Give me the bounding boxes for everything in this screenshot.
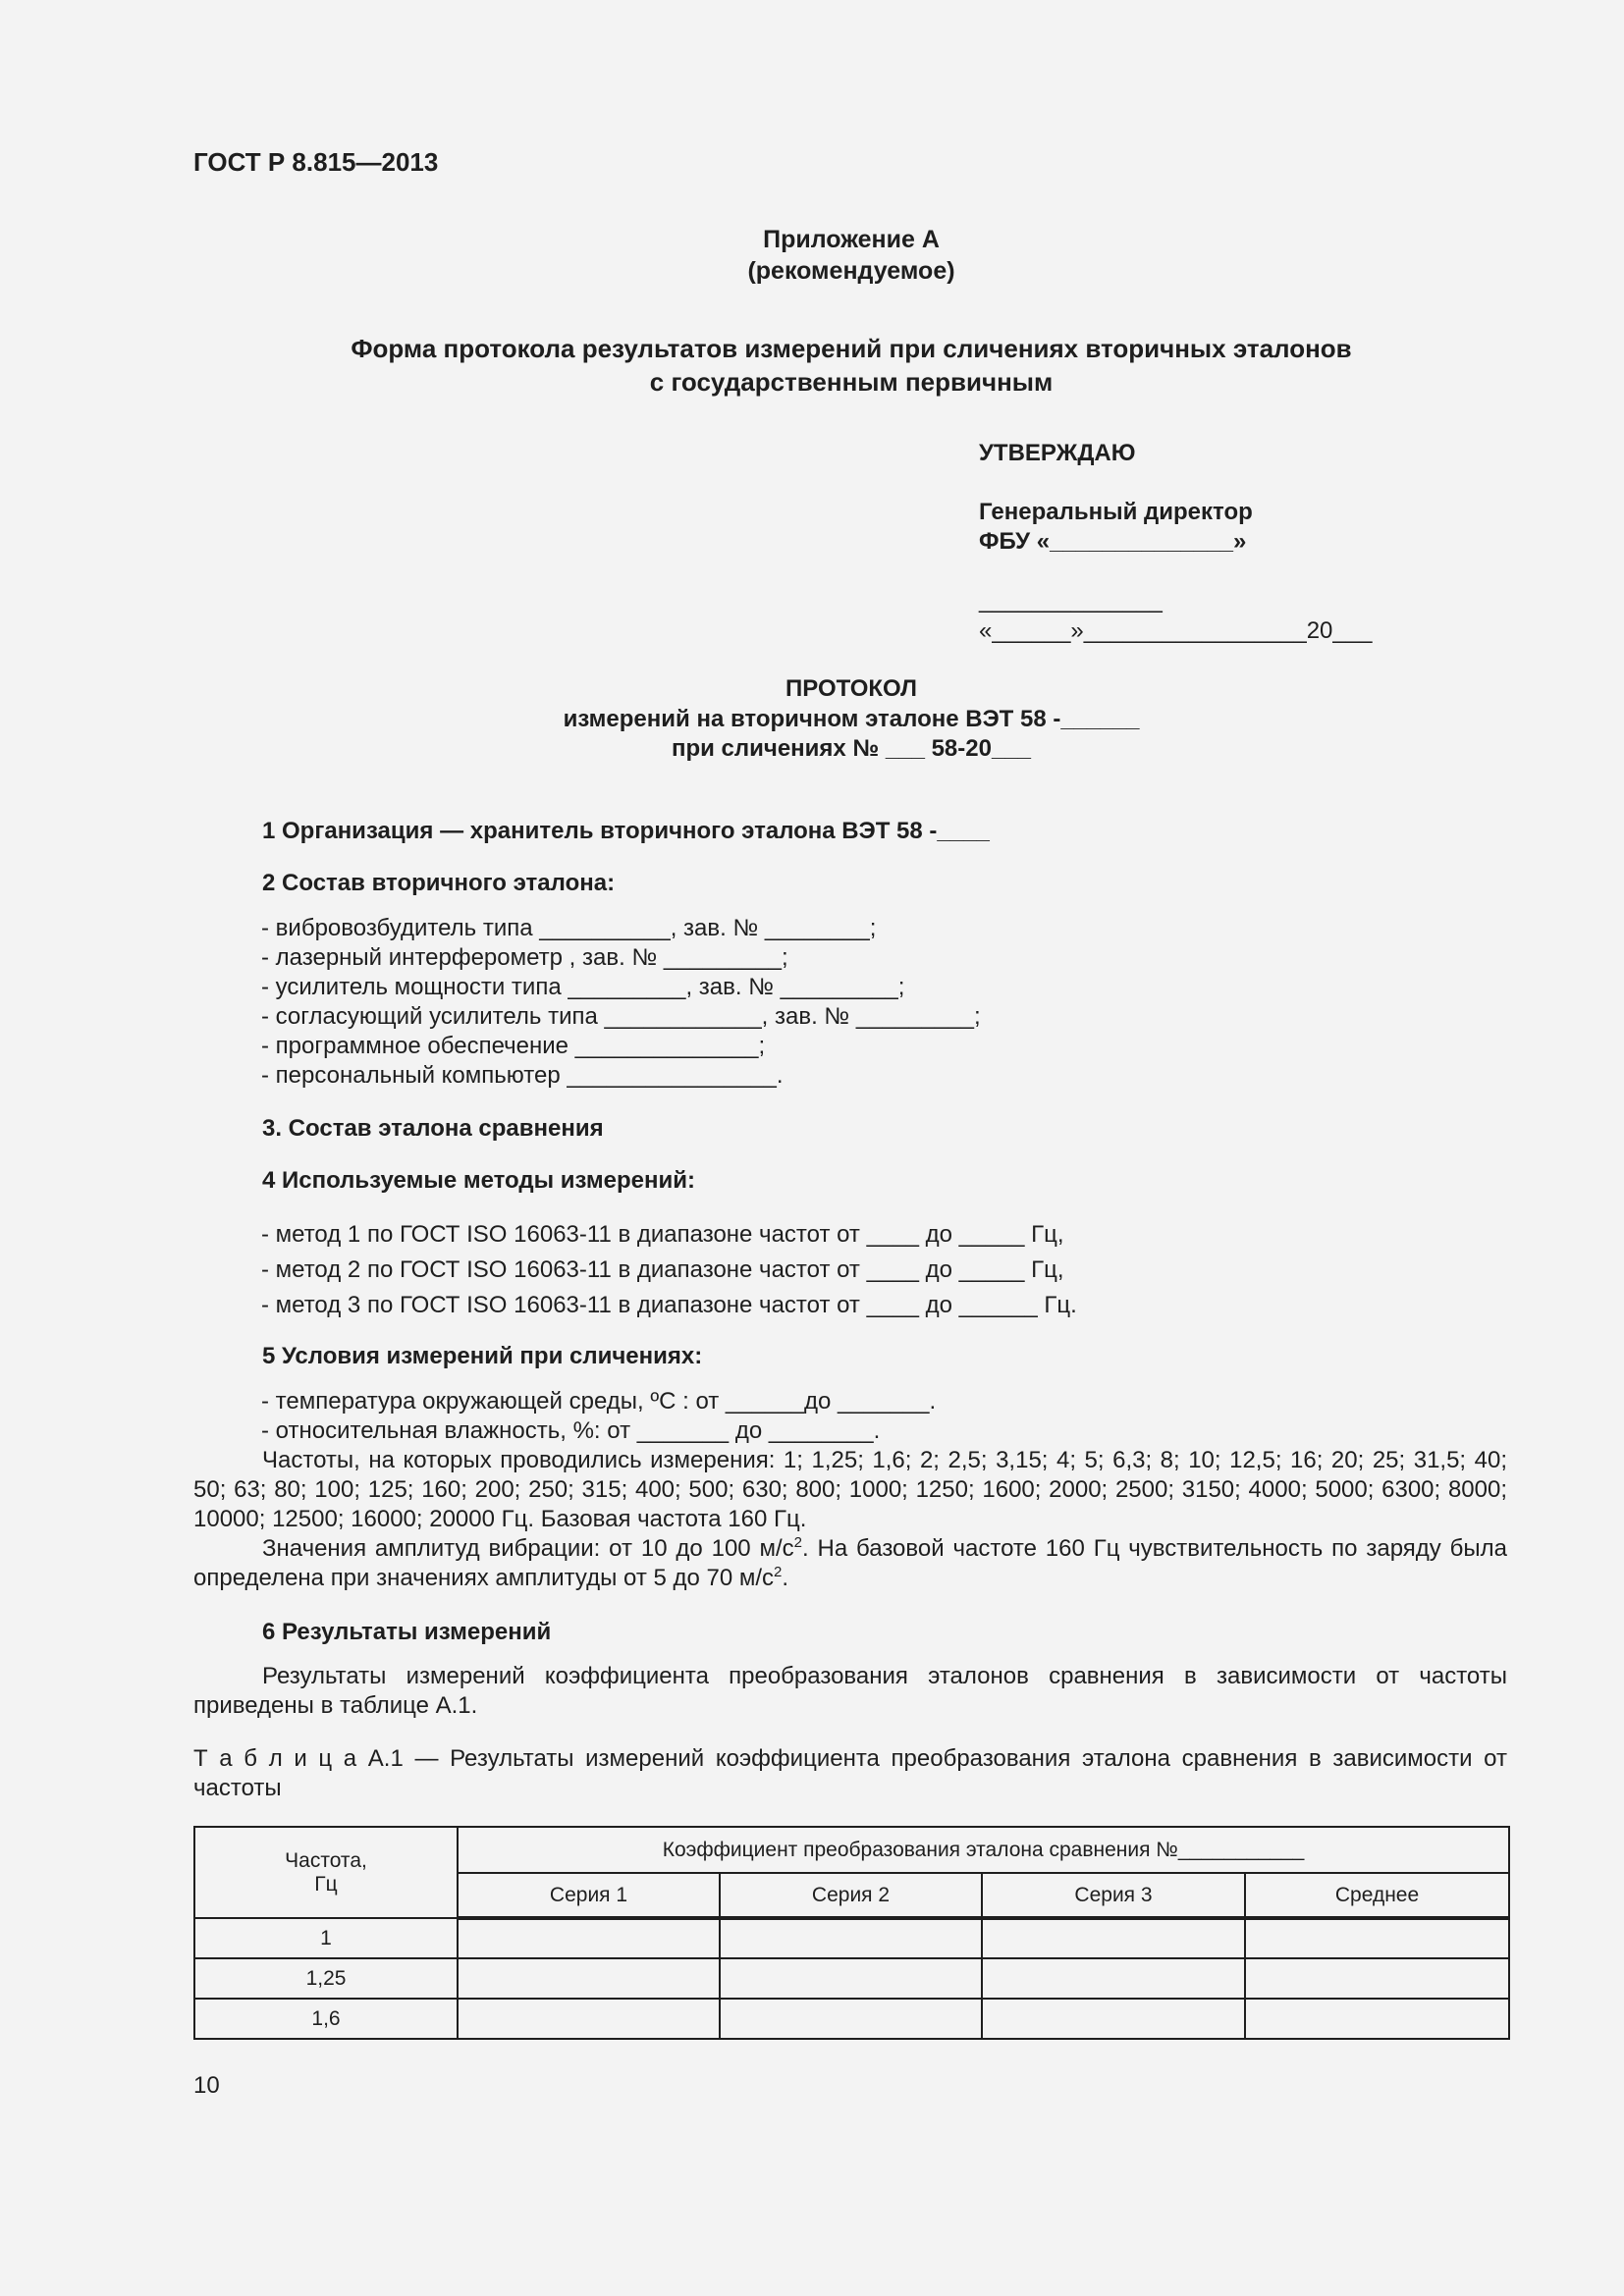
- list-item: - вибровозбудитель типа __________, зав. № ________;: [261, 915, 877, 941]
- table-row: [194, 1958, 1509, 1999]
- table-caption: [193, 1744, 1507, 1803]
- list-item: - согласующий усилитель типа ____________, зав. № _________;: [261, 1003, 981, 1030]
- section-6-heading: 6 Результаты измерений: [262, 1619, 552, 1645]
- table-caption-text: — Результаты измерений коэффициента преобразования эталона сравнения в зависимости от частоты: [193, 1745, 1507, 1801]
- amplitude-text-a: Значения амплитуд вибрации: от 10 до 100 м/с: [262, 1535, 794, 1562]
- freq-header-line2: Гц: [314, 1872, 338, 1896]
- value-cell: [982, 1918, 1245, 1958]
- value-cell: [1245, 1999, 1509, 2039]
- value-cell: [1245, 1958, 1509, 1999]
- form-title-line2: с государственным первичным: [649, 367, 1054, 397]
- table-caption-label: Т а б л и ц а А.1: [193, 1745, 404, 1772]
- value-cell: [458, 1999, 720, 2039]
- signature-line: ______________: [979, 587, 1163, 614]
- page-number: 10: [193, 2072, 220, 2099]
- series-header: Серия 3: [982, 1873, 1245, 1918]
- section-4-heading: 4 Используемые методы измерений:: [262, 1167, 695, 1194]
- list-item: - температура окружающей среды, ºС : от ______до _______.: [261, 1388, 937, 1415]
- table-row: [194, 1999, 1509, 2039]
- list-item: - усилитель мощности типа _________, зав. № _________;: [261, 974, 905, 1000]
- superscript: 2: [793, 1534, 802, 1551]
- value-cell: [720, 1918, 982, 1958]
- section-1-heading: 1 Организация — хранитель вторичного эталона ВЭТ 58 -____: [262, 818, 990, 844]
- freq-header-line1: Частота,: [285, 1848, 367, 1872]
- frequencies-paragraph: Частоты, на которых проводились измерения: 1; 1,25; 1,6; 2; 2,5; 3,15; 4; 5; 6,3; 8; 10; 12,5; 16; 20; 25; 31,5; 40; 50; 63; 80; 100; 125; 160; 200; 250; 315; 400; 500; 630; 800; 1000; 1250; 1600; 2000; 2500; 3150; 4000; 5000; 6300; 8000; 10000; 12500; 16000; 20000 Гц. Базовая частота 160 Гц.: [193, 1447, 1507, 1532]
- appendix-title: Приложение А: [763, 226, 940, 253]
- list-item: - программное обеспечение ______________;: [261, 1033, 766, 1059]
- section-2-list: [261, 914, 981, 1091]
- value-cell: [982, 1958, 1245, 1999]
- table-row: [194, 1918, 1509, 1958]
- superscript: 2: [774, 1564, 783, 1580]
- value-cell: [720, 1958, 982, 1999]
- section-5-list: [261, 1387, 936, 1446]
- list-item: - метод 1 по ГОСТ ISO 16063-11 в диапазоне частот от ____ до _____ Гц,: [261, 1221, 1064, 1248]
- list-item: - лазерный интерферометр , зав. № _________;: [261, 944, 788, 971]
- section-3-heading: 3. Состав эталона сравнения: [262, 1115, 604, 1142]
- value-cell: [720, 1999, 982, 2039]
- approver-position: Генеральный директор: [979, 499, 1253, 525]
- appendix-subtitle: (рекомендуемое): [747, 257, 955, 285]
- freq-column-header: [194, 1827, 458, 1918]
- group-header: Коэффициент преобразования эталона сравнения №___________: [458, 1827, 1509, 1873]
- series-header: Серия 2: [720, 1873, 982, 1918]
- value-cell: [982, 1999, 1245, 2039]
- value-cell: [458, 1958, 720, 1999]
- freq-cell: 1,25: [194, 1958, 458, 1999]
- list-item: - метод 2 по ГОСТ ISO 16063-11 в диапазоне частот от ____ до _____ Гц,: [261, 1256, 1064, 1283]
- freq-cell: 1,6: [194, 1999, 458, 2039]
- value-cell: [1245, 1918, 1509, 1958]
- form-title-line1: Форма протокола результатов измерений при сличениях вторичных эталонов: [351, 334, 1352, 363]
- freq-cell: 1: [194, 1918, 458, 1958]
- list-item: - персональный компьютер ________________.: [261, 1062, 784, 1089]
- series-header: Серия 1: [458, 1873, 720, 1918]
- protocol-line2: при сличениях № ___ 58-20___: [671, 735, 1032, 762]
- list-item: - метод 3 по ГОСТ ISO 16063-11 в диапазоне частот от ____ до ______ Гц.: [261, 1292, 1077, 1318]
- series-header: Среднее: [1245, 1873, 1509, 1918]
- approver-org: ФБУ «______________»: [979, 528, 1247, 555]
- section-2-heading: 2 Состав вторичного эталона:: [262, 870, 616, 896]
- protocol-title: ПРОТОКОЛ: [785, 675, 917, 702]
- amplitude-paragraph: [193, 1534, 1507, 1593]
- section-4-list: [261, 1217, 1077, 1323]
- protocol-line1: измерений на вторичном эталоне ВЭТ 58 -______: [563, 706, 1140, 732]
- value-cell: [458, 1918, 720, 1958]
- results-table: [193, 1826, 1510, 2040]
- date-line: «______»_________________20___: [979, 617, 1373, 644]
- approve-label: УТВЕРЖДАЮ: [979, 440, 1136, 466]
- amplitude-text-b: . На базовой частоте 160 Гц чувствительность по заряду была определена при значениях амплитуды от 5 до 70 м/с: [193, 1535, 1507, 1591]
- list-item: - относительная влажность, %: от _______ до ________.: [261, 1417, 881, 1444]
- standard-designation: ГОСТ Р 8.815—2013: [193, 147, 439, 177]
- amplitude-text-c: .: [782, 1565, 789, 1591]
- section-5-heading: 5 Условия измерений при сличениях:: [262, 1343, 703, 1369]
- results-paragraph: Результаты измерений коэффициента преобразования эталонов сравнения в зависимости от частоты приведены в таблице А.1.: [193, 1663, 1507, 1719]
